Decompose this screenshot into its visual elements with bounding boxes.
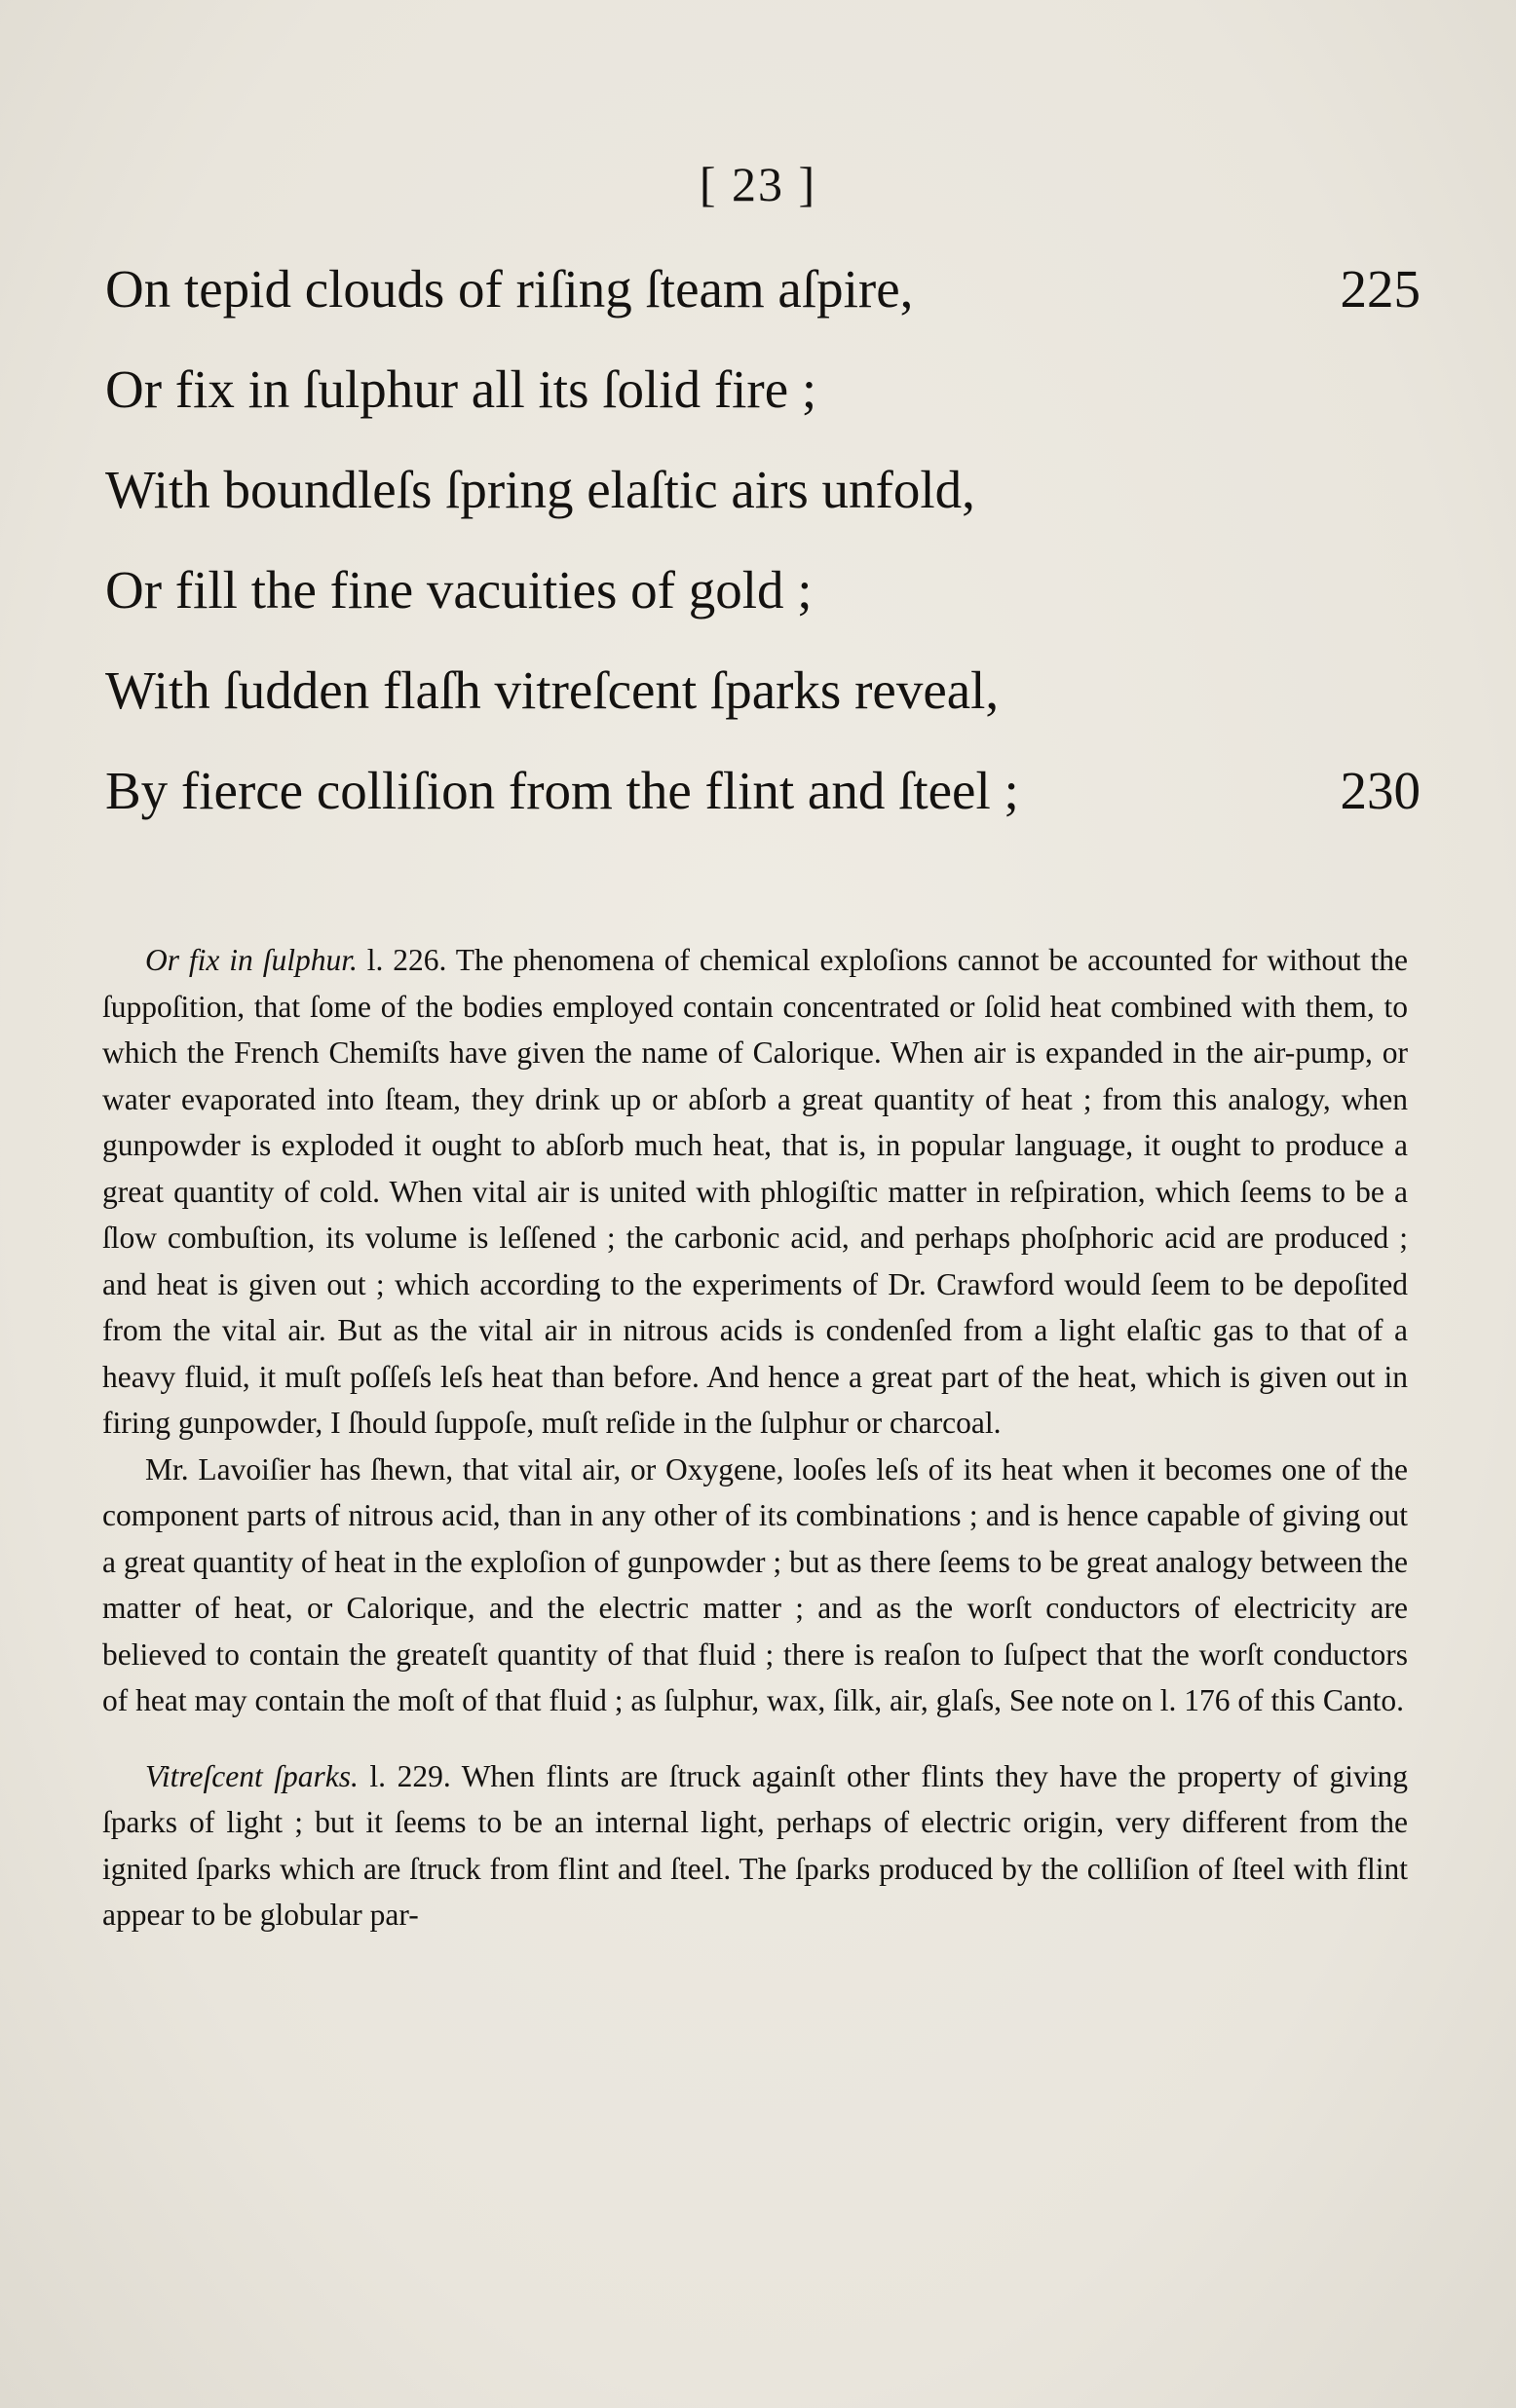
- verse-line: [105, 456, 1421, 556]
- footnote-text: Mr. Lavoiſier has ſhewn, that vital air, or Oxygene, looſes leſs of its heat when it becomes one of the component parts of nitrous acid, than in any other of its combinations ; and is hence capable of giving out a great quantity of heat in the exploſion of gunpowder ; but as there ſeems to be great analogy between the matter of heat, or Calorique, and the electric matter ; and as the worſt conductors of electricity are believed to contain the greateſt quantity of that fluid ; there is reaſon to ſuſpect that the worſt conductors of heat may contain the moſt of that fluid ; as ſulphur, wax, ſilk, air, glaſs, See note on l. 176 of this Canto.: [102, 1451, 1408, 1717]
- verse-line-text: By fierce colliſion from the flint and ſteel ;: [105, 761, 1019, 820]
- footnote-lead: Vitreſcent ſparks.: [145, 1758, 359, 1793]
- verse-line-number: 230: [1340, 761, 1421, 820]
- verse-line-number: 225: [1340, 259, 1421, 319]
- verse-block: [105, 255, 1421, 857]
- verse-line: [105, 255, 1421, 356]
- verse-line-text: On tepid clouds of riſing ſteam aſpire,: [105, 259, 914, 319]
- footnotes: [102, 937, 1408, 1938]
- verse-line: [105, 556, 1421, 657]
- verse-line: [105, 657, 1421, 757]
- verse-line-text: Or fix in ſulphur all its ſolid fire ;: [105, 359, 817, 419]
- verse-line-text: Or fill the fine vacuities of gold ;: [105, 560, 813, 620]
- verse-line: [105, 757, 1421, 857]
- verse-line: [105, 356, 1421, 456]
- verse-line-text: With ſudden flaſh vitreſcent ſparks reveal,: [105, 660, 1000, 720]
- footnote-lavoisier: [102, 1447, 1408, 1724]
- footnote-vitrescent: [102, 1753, 1408, 1938]
- footnote-text: l. 229. When flints are ſtruck againſt other flints they have the property of giving ſparks of light ; but it ſeems to be an internal light, perhaps of electric origin, very different from the ignited ſparks which are ſtruck from flint and ſteel. The ſparks produced by the colliſion of ſteel with flint appear to be globular par-: [102, 1758, 1408, 1932]
- verse-line-text: With boundleſs ſpring elaſtic airs unfold,: [105, 460, 975, 519]
- page-number: [ 23 ]: [699, 157, 817, 211]
- footnote-sulphur: [102, 937, 1408, 1447]
- footnote-text: l. 226. The phenomena of chemical exploſions cannot be accounted for without the ſuppoſition, that ſome of the bodies employed contain concentrated or ſolid heat combined with them, to which the French Chemiſts have given the name of Calorique. When air is expanded in the air-pump, or water evaporated into ſteam, they drink up or abſorb a great quantity of heat ; from this analogy, when gunpowder is exploded it ought to abſorb much heat, that is, in popular language, it ought to produce a great quantity of cold. When vital air is united with phlogiſtic matter in reſpiration, which ſeems to be a ſlow combuſtion, its volume is leſſened ; the carbonic acid, and perhaps phoſphoric acid are produced ; and heat is given out ; which according to the experiments of Dr. Crawford would ſeem to be depoſited from the vital air. But as the vital air in nitrous acids is condenſed from a light elaſtic gas to that of a heavy fluid, it muſt poſſeſs leſs heat than before. And hence a great part of the heat, which is given out in firing gunpowder, I ſhould ſuppoſe, muſt reſide in the ſulphur or charcoal.: [102, 943, 1408, 1440]
- footnote-lead: Or fix in ſulphur.: [145, 943, 358, 977]
